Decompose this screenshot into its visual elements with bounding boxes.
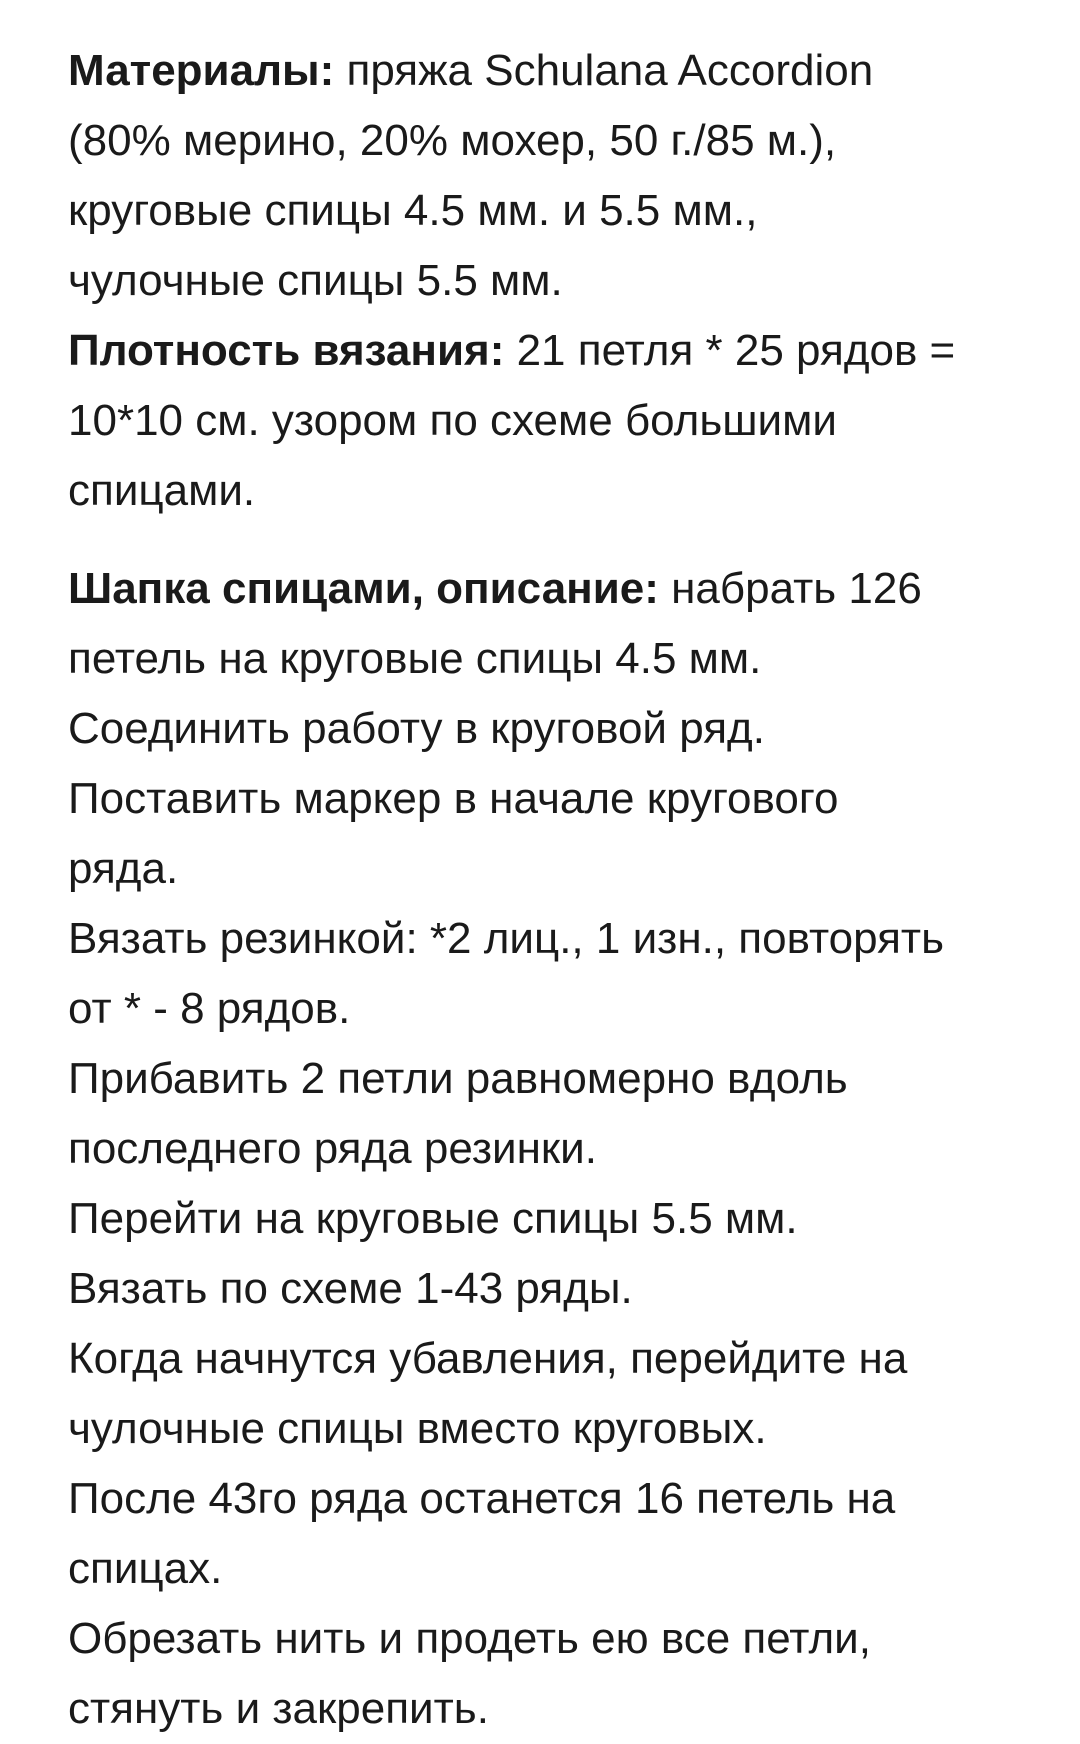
- hat-line-4: Поставить маркер в начале кругового: [68, 774, 839, 823]
- hat-line-1: [68, 554, 1068, 624]
- gauge-line-1: [68, 316, 1068, 386]
- gauge-text: 21 петля * 25 рядов =: [504, 326, 956, 375]
- hat-line-15: спицах.: [68, 1544, 223, 1593]
- materials-line-1: [68, 36, 1068, 106]
- hat-line-12: Когда начнутся убавления, перейдите на: [68, 1334, 908, 1383]
- hat-line-8: Прибавить 2 петли равномерно вдоль: [68, 1054, 848, 1103]
- hat-line-2: петель на круговые спицы 4.5 мм.: [68, 634, 762, 683]
- hat-instructions-paragraph: [68, 554, 1068, 1744]
- gauge-line-3: спицами.: [68, 466, 256, 515]
- hat-line-10: Перейти на круговые спицы 5.5 мм.: [68, 1194, 798, 1243]
- materials-text: пряжа Schulana Accordion: [334, 46, 874, 95]
- gauge-label: Плотность вязания:: [68, 326, 505, 375]
- materials-label: Материалы:: [68, 46, 335, 95]
- hat-line-3: Соединить работу в круговой ряд.: [68, 704, 765, 753]
- hat-line-5: ряда.: [68, 844, 179, 893]
- hat-line-9: последнего ряда резинки.: [68, 1124, 597, 1173]
- hat-line-13: чулочные спицы вместо круговых.: [68, 1404, 767, 1453]
- materials-line-2: (80% мерино, 20% мохер, 50 г./85 м.),: [68, 116, 837, 165]
- gauge-line-2: 10*10 см. узором по схеме большими: [68, 396, 837, 445]
- hat-line-14: После 43го ряда останется 16 петель на: [68, 1474, 896, 1523]
- materials-line-3: круговые спицы 4.5 мм. и 5.5 мм.,: [68, 186, 758, 235]
- hat-line-17: стянуть и закрепить.: [68, 1684, 489, 1733]
- materials-line-4: чулочные спицы 5.5 мм.: [68, 256, 563, 305]
- hat-text: набрать 126: [658, 564, 922, 613]
- hat-line-16: Обрезать нить и продеть ею все петли,: [68, 1614, 871, 1663]
- hat-label: Шапка спицами, описание:: [68, 564, 659, 613]
- materials-paragraph: [68, 36, 1068, 316]
- document-body: [68, 36, 1068, 1744]
- hat-line-6: Вязать резинкой: *2 лиц., 1 изн., повторять: [68, 914, 945, 963]
- gauge-paragraph: [68, 316, 1068, 526]
- hat-line-11: Вязать по схеме 1-43 ряды.: [68, 1264, 633, 1313]
- hat-line-7: от * - 8 рядов.: [68, 984, 351, 1033]
